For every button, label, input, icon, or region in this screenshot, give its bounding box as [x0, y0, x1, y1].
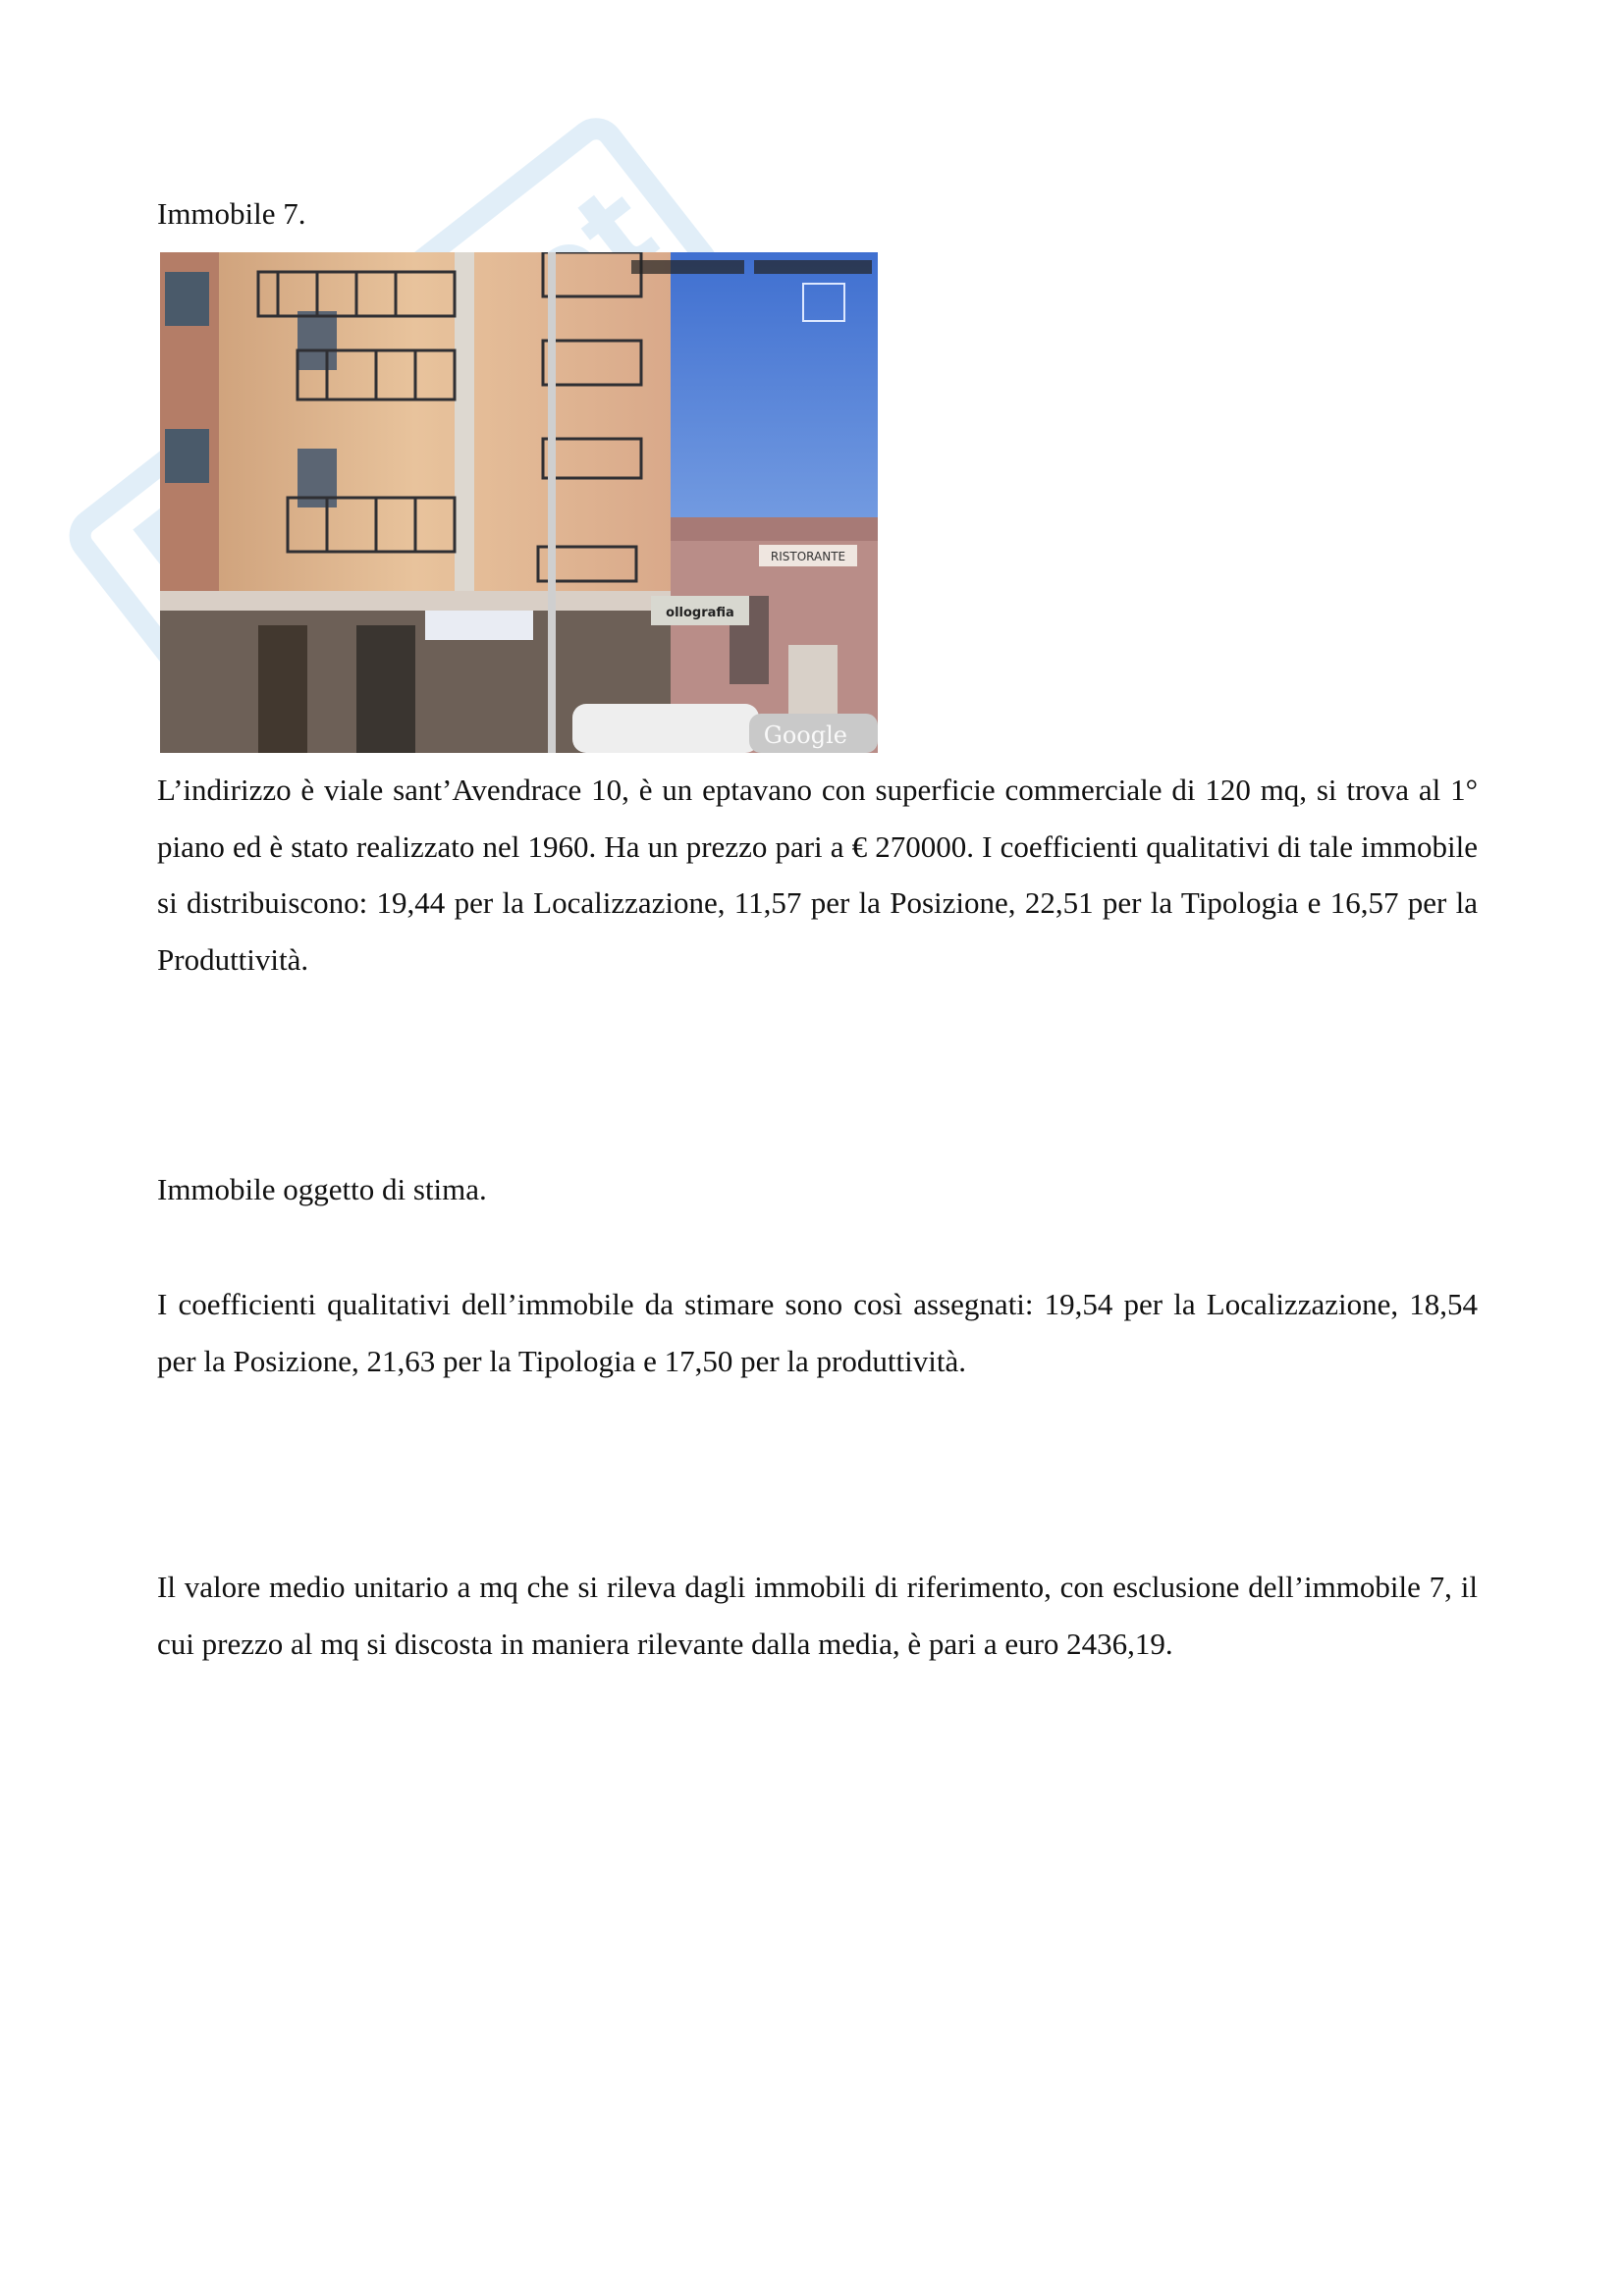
building-photo — [160, 252, 878, 753]
photo-shop-sign: ollografia — [666, 606, 734, 620]
subject-coefficients: I coefficienti qualitativi dell’immobile da stimare sono così assegnati: 19,54 per la Localizzazione, 18,54 per la Posizione, 21,63 per la Tipologia e 17,50 per la produttività. — [157, 1287, 1478, 1378]
section-7-heading: Immobile 7. — [157, 196, 306, 231]
photo-sign-text: RISTORANTE — [770, 550, 846, 563]
section-7-description: L’indirizzo è viale sant’Avendrace 10, è un eptavano con superficie commerciale di 120 mq, si trova al 1° piano ed è stato realizzato nel 1960. Ha un prezzo pari a € 270000. I coefficienti qualitativi di tale immobile si distribuiscono: 19,44 per la Localizzazione, 11,57 per la Posizione, 22,51 per la Tipologia e 16,57 per la Produttività. — [157, 773, 1478, 977]
conclusion-paragraph: Il valore medio unitario a mq che si rileva dagli immobili di riferimento, con esclusione dell’immobile 7, il cui prezzo al mq si discosta in maniera rilevante dalla media, è pari a euro 2436,19. — [157, 1570, 1478, 1661]
photo-google-logo: Google — [763, 721, 847, 749]
subject-heading: Immobile oggetto di stima. — [157, 1172, 487, 1206]
